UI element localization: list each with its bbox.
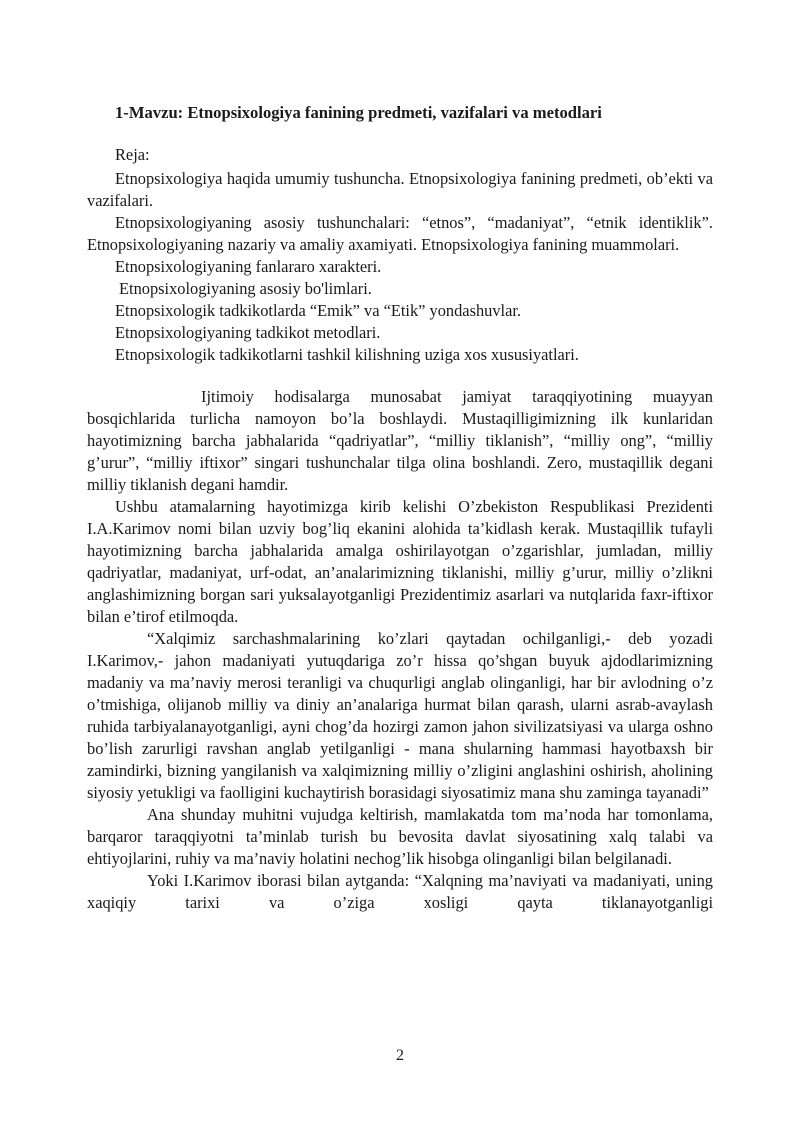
plan-item: Etnopsixologik tadkikotlarda “Emik” va “Etik” yondashuvlar. bbox=[115, 301, 522, 320]
plan-item: Etnopsixologiyaning fanlararo xarakteri. bbox=[115, 257, 382, 276]
paragraph-quote: “Xalqimiz sarchashmalarining ko’zlari qaytadan ochilganligi,- deb yozadi I.Karimov,- jahon madaniyati yutuqdariga zo’r hissa qo’shgan buyuk ajdodlarimizning madaniy va ma’naviy merosi teranligi va chuqurligi anglab olinganligi, har bir avlodning o’z o’tmishiga, olijanob milliy va diniy an’analariga hurmat bilan qarash, ularni asrab-avaylash ruhida tarbiyalanayotganligi, ayni chog’da hozirgi zamon jahon sivilizatsiyasi va ularga oshno bo’lish zarurligi ravshan anglab yetilganligi - mana shularning hammasi hayotbaxsh bir zamindirki, bizning yangilanish va xalqimizning milliy o’zligini anglashini oshirish, aholining siyosiy yetukligi va faolligini kuchaytirish borasidagi siyosatimiz mana shu zaminga tayanadi” bbox=[87, 629, 713, 802]
body-text bbox=[87, 386, 713, 914]
plan-list bbox=[87, 168, 713, 366]
page-number: 2 bbox=[396, 1047, 404, 1064]
paragraph: Ushbu atamalarning hayotimizga kirib kelishi O’zbekiston Respublikasi Prezidenti I.A.Karimov nomi bilan uzviy bog’liq ekanini alohida ta’kidlash kerak. Mustaqillik tufayli hayotimizning barcha jabhalarida amalga oshirilayotgan o’zgarishlar, jumladan, milliy qadriyatlar, madaniyat, urf-odat, an’analarimizning tiklanishi, milliy g’urur, milliy o’zlikni anglashimizning borgan sari yuksalayotganligi Prezidentimiz asarlari va nutqlarida faxr-iftixor bilan e’tirof etilmoqda. bbox=[87, 497, 713, 626]
plan-item: Etnopsixologiya haqida umumiy tushuncha. Etnopsixologiya fanining predmeti, ob’ekti va vazifalari. bbox=[87, 169, 713, 210]
plan-heading: Reja: bbox=[115, 145, 150, 164]
paragraph: Ana shunday muhitni vujudga keltirish, mamlakatda tom ma’noda har tomonlama, barqaror taraqqiyotni ta’minlab turish bu bevosita davlat siyosatining xalq talabi va ehtiyojlarini, ruhiy va ma’naviy holatini nechog’lik hisobga olinganligi bilan belgilanadi. bbox=[87, 805, 713, 868]
paragraph: Yoki I.Karimov iborasi bilan aytganda: “Xalqning ma’naviyati va madaniyati, uning xaqiqiy tarixi va o’ziga xosligi qayta tiklanayotganligi bbox=[87, 871, 713, 912]
plan-item: Etnopsixologiyaning tadkikot metodlari. bbox=[115, 323, 381, 342]
plan-item: Etnopsixologik tadkikotlarni tashkil kilishning uziga xos xususiyatlari. bbox=[115, 345, 579, 364]
page-title: 1-Mavzu: Etnopsixologiya fanining predmeti, vazifalari va metodlari bbox=[115, 103, 602, 122]
plan-item: Etnopsixologiyaning asosiy tushunchalari: “etnos”, “madaniyat”, “etnik identiklik”. Etnopsixologiyaning nazariy va amaliy axamiyati. Etnopsixologiya fanining muammolari. bbox=[87, 213, 713, 254]
paragraph: Ijtimoiy hodisalarga munosabat jamiyat taraqqiyotining muayyan bosqichlarida turlicha namoyon bo’la boshlaydi. Mustaqilligimizning ilk kunlaridan hayotimizning barcha jabhalarida “qadriyatlar”, “milliy tiklanish”, “milliy ong”, “milliy g’urur”, “milliy iftixor” singari tushunchalar tilga olina boshlandi. Zero, mustaqillik degani milliy tiklanish degani hamdir. bbox=[87, 387, 713, 494]
plan-item: Etnopsixologiyaning asosiy bo'limlari. bbox=[119, 279, 372, 298]
